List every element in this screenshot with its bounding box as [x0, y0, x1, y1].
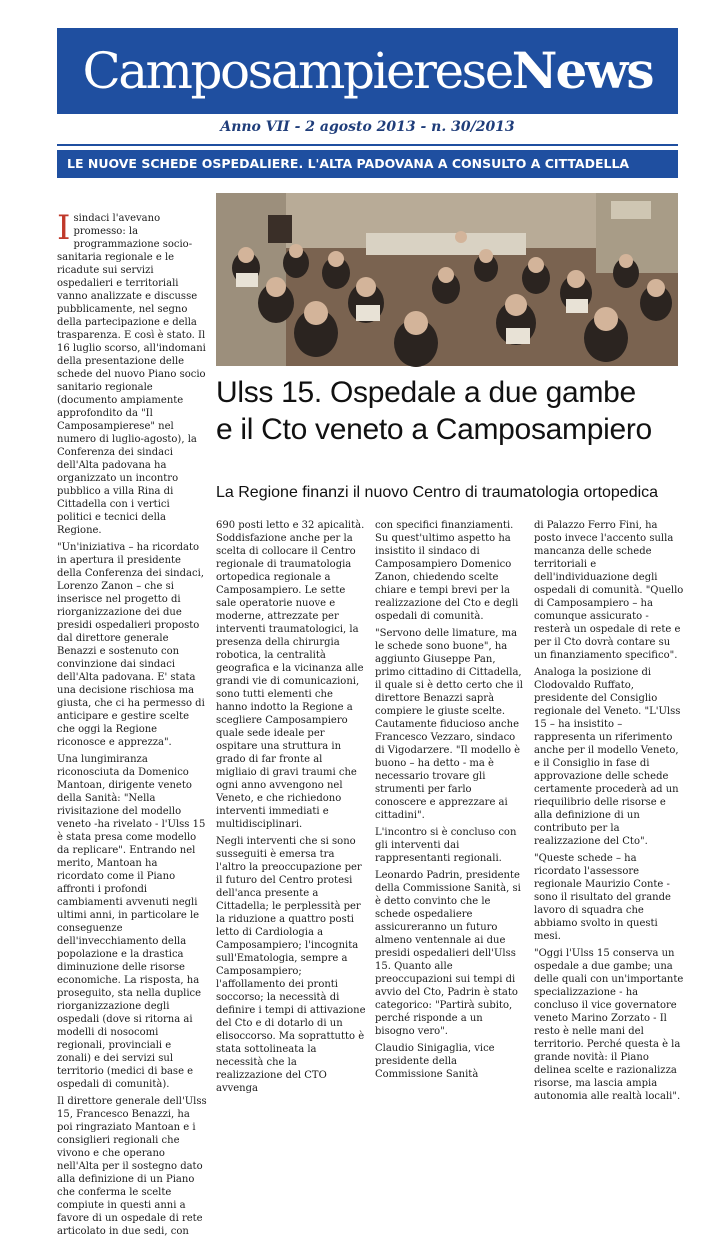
paragraph-text: sindaci l'avevano promesso: la programmazione socio-sanitaria regionale e le ricadute sui servizi ospedalieri e territoriali vanno analizzate e discusse pubblicamente, nel segno della partecipazione e della trasparenza. E così è stato. Il 16 luglio scorso, all'indomani della presentazione delle schede del nuovo Piano socio sanitario regionale (documento ampiamente approfondito da "Il Camposampierese" nel numero di luglio-agosto), la Conferenza dei sindaci dell'Alta padovana ha organizzato un incontro pubblico a villa Rina di Cittadella con i vertici politici e tecnici della Regione. — [57, 213, 206, 536]
masthead-part2: News — [511, 41, 653, 100]
article-column-2 — [216, 519, 366, 1094]
headline — [216, 374, 686, 448]
meeting-photo — [216, 193, 678, 366]
headline-line1: Ulss 15. Ospedale a due gambe — [216, 376, 636, 409]
paragraph: Claudio Sinigaglia, vice presidente della Commissione Sanità — [375, 1043, 495, 1080]
headline-line2: e il Cto veneto a Camposampiero — [216, 413, 652, 446]
paragraph: Negli interventi che si sono susseguiti è emersa tra l'altro la preoccupazione per il futuro del Centro protesi dell'anca presente a Cittadella; le perplessità per la riduzione a quattro posti letto di Cardiologia a Camposampiero; l'incognita sull'Ematologia, sempre a Camposampiero; l'affollamento dei pronti soccorso; la necessità di definire i tempi di attivazione del Cto e di dotarlo di un elisoccorso. Ma soprattutto è stata sottolineata la necessità che la realizzazione del CTO avvenga — [216, 836, 366, 1094]
paragraph: Leonardo Padrin, presidente della Commissione Sanità, si è detto convinto che le schede ospedaliere assicureranno un futuro almeno ventennale ai due presidi ospedalieri dell'Ulss 15. Quanto alle preoccupazioni sui tempi di avvio del Cto, Padrin è stato categorico: "Partirà subito, perché risponde a un bisogno vero". — [375, 870, 521, 1037]
paragraph: Una lungimiranza riconosciuta da Domenico Mantoan, dirigente veneto della Sanità: "Nella rivisitazione del modello veneto -ha rivelato - l'Ulss 15 è stata presa come modello da replicare". Entrando nel merito, Mantoan ha ricordato come il Piano affronti i profondi cambiamenti avvenuti negli ultimi anni, in particolare le conseguenze dell'invecchiamento della popolazione e la drastica diminuzione delle risorse economiche. La risposta, ha proseguito, sta nella duplice riorganizzazione degli ospedali (dove si ritorna ai modelli di nosocomi regionali, provinciali e zonali) e dei servizi sul territorio (medici di base e ospedali di comunità). — [57, 754, 206, 1090]
divider — [57, 144, 678, 146]
paragraph: "Oggi l'Ulss 15 conserva un ospedale a due gambe; una delle quali con un'importante specializzazione - ha concluso il vice governatore veneto Marino Zorzato - Il resto è nelle mani del territorio. Perché questa è la grande novità: il Piano delinea scelte e razionalizza risorse, ma lascia ampia autonomia alle realtà locali". — [534, 948, 684, 1102]
paragraph: Analoga la posizione di Clodovaldo Ruffato, presidente del Consiglio regionale del Veneto. "L'Ulss 15 – ha insistito – rappresenta un riferimento anche per il modello Veneto, e il Consiglio in fase di approvazione delle schede certamente procederà ad un riequilibrio delle risorse e alla definizione di un contributo per la realizzazione del Cto". — [534, 667, 681, 847]
paragraph: con specifici finanziamenti. Su quest'ultimo aspetto ha insistito il sindaco di Camposampiero Domenico Zanon, chiedendo scelte chiare e tempi brevi per la realizzazione del Cto e degli ospedali di comunità. — [375, 520, 519, 622]
article-column-3 — [375, 519, 525, 1080]
paragraph: "Queste schede – ha ricordato l'assessore regionale Maurizio Conte - sono il risultato del grande lavoro di squadra che abbiamo svolto in questi mesi. — [534, 853, 671, 942]
masthead — [57, 28, 678, 114]
masthead-part1: Camposampierese — [82, 42, 512, 100]
dropcap: I — [57, 208, 71, 248]
section-title: LE NUOVE SCHEDE OSPEDALIERE. L'ALTA PADOVANA A CONSULTO A CITTADELLA — [57, 150, 678, 178]
article-column-1 — [57, 208, 207, 1237]
subhead: La Regione finanzi il nuovo Centro di traumatologia ortopedica — [216, 484, 659, 501]
paragraph: di Palazzo Ferro Fini, ha posto invece l'accento sulla mancanza delle schede territoriali e dell'individuazione degli ospedali di comunità. "Quello di Camposampiero – ha comunque assicurato - resterà un ospedale di rete e per il Cto dovrà contare su un finanziamento specifico". — [534, 520, 684, 661]
paragraph: 690 posti letto e 32 apicalità. Soddisfazione anche per la scelta di collocare il Centro regionale di traumatologia ortopedica regionale a Camposampiero. Le sette sale operatorie nuove e moderne, attrezzate per interventi traumatologici, la presenza della chirurgia robotica, la centralità geografica e la vicinanza alle grandi vie di comunicazioni, sono tutti elementi che hanno indotto la Regione a scegliere Camposampiero quale sede ideale per ospitare una struttura in grado di far fronte al migliaio di gravi traumi che ogni anno avvengono nel Veneto, e che richiedono interventi immediati e multidisciplinari. — [216, 520, 365, 830]
paragraph: Il direttore generale dell'Ulss 15, Francesco Benazzi, ha poi ringraziato Mantoan e i consiglieri regionali che vivono e che operano nell'Alta per il sostegno dato alla definizione di un Piano che conferma le scelte compiute in questi anni a favore di un ospedale di rete articolato in due sedi, con — [57, 1096, 207, 1237]
issue-line: Anno VII - 2 agosto 2013 - n. 30/2013 — [220, 119, 515, 135]
paragraph: L'incontro si è concluso con gli interventi dai rappresentanti regionali. — [375, 827, 517, 864]
paragraph — [57, 208, 207, 537]
paragraph: "Servono delle limature, ma le schede sono buone", ha aggiunto Giuseppe Pan, primo cittadino di Cittadella, il quale si è detto certo che il direttore Benazzi saprà compiere le giuste scelte. Cautamente fiducioso anche Francesco Vezzaro, sindaco di Vigodarzere. "Il modello è buono – ha detto - ma è necessario trovare gli strumenti per farlo conoscere e apprezzare ai cittadini". — [375, 628, 523, 821]
paragraph: "Un'iniziativa – ha ricordato in apertura il presidente della Conferenza dei sindaci, Lorenzo Zanon – che si inserisce nel progetto di riorganizzazione dei due presidi ospedalieri proposto dal direttore generale Benazzi e sostenuto con convinzione dai sindaci dell'Alta padovana. E' stata una decisione rischiosa ma giusta, che ci ha permesso di anticipare e gestire scelte che oggi la Regione riconosce e apprezza". — [57, 542, 205, 748]
article-column-4 — [534, 519, 684, 1102]
